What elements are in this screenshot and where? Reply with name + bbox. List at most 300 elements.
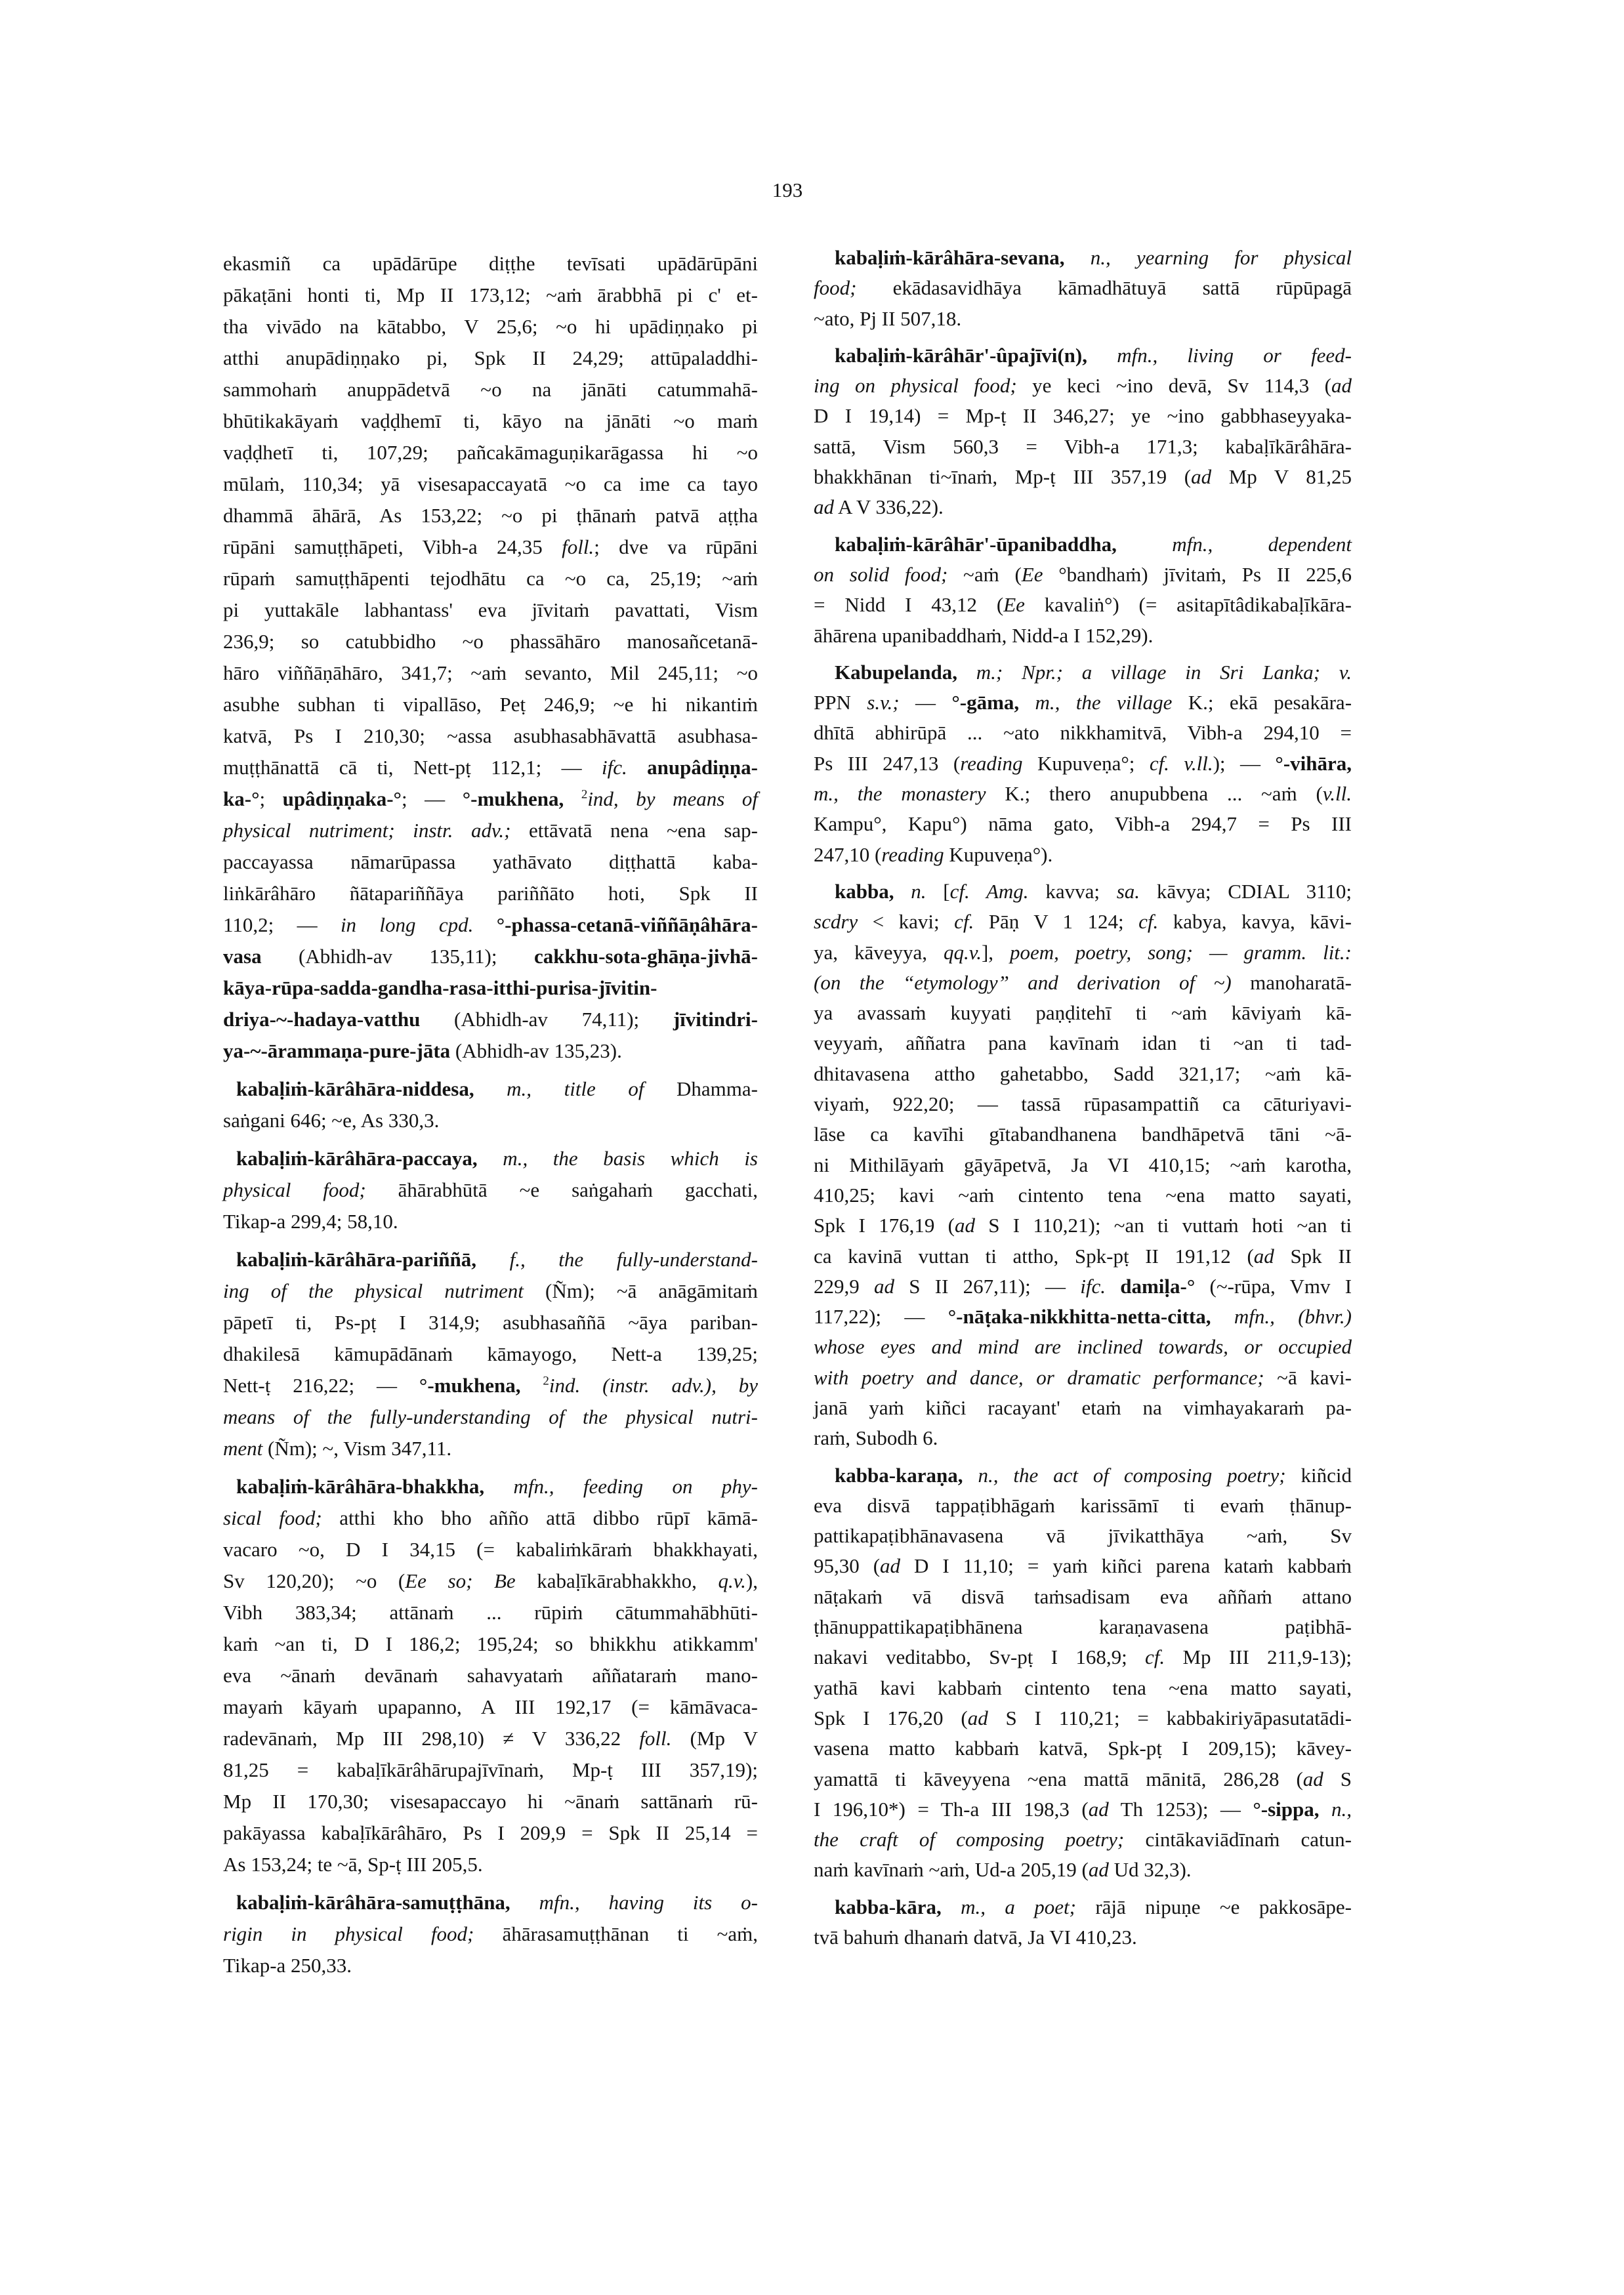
italic-gloss-text: ifc. bbox=[602, 756, 627, 779]
text-line bbox=[223, 815, 758, 846]
text-line bbox=[223, 1275, 758, 1307]
body-text: eva ~ānaṁ devānaṁ sahavyataṁ aññataraṁ mano- bbox=[223, 1664, 758, 1687]
body-text: S I 110,21; = kabbakiriyāpasutatādi- bbox=[988, 1706, 1352, 1729]
text-line bbox=[814, 779, 1352, 809]
body-text: S I 110,21); ~an ti vuttaṁ hoti ~an ti bbox=[975, 1214, 1352, 1237]
text-line bbox=[814, 560, 1352, 590]
body-text: ; bbox=[259, 787, 283, 810]
superscript-number: 2 bbox=[543, 1374, 549, 1388]
text-line bbox=[223, 311, 758, 342]
headword-text: °-nāṭaka-nikkhitta-netta-citta, bbox=[947, 1305, 1211, 1329]
italic-gloss-text: whose eyes and mind are inclined towards, or occupied bbox=[814, 1335, 1352, 1359]
italic-gloss-text: v.ll. bbox=[1322, 782, 1352, 806]
body-text: atthi anupādiṇṇako pi, Spk II 24,29; attūpaladdhi- bbox=[223, 346, 758, 369]
body-text: (~-rūpa, Vmv I bbox=[1195, 1274, 1352, 1298]
italic-gloss-text: ifc. bbox=[1080, 1274, 1106, 1298]
body-text: dhakilesā kāmupādānaṁ kāmayogo, Nett-a 139,25; bbox=[223, 1342, 758, 1365]
text-line bbox=[223, 531, 758, 563]
body-text: K.; thero anupubbena ... ~aṁ ( bbox=[986, 782, 1323, 806]
text-line bbox=[223, 1950, 758, 1981]
italic-gloss-text: food; bbox=[814, 276, 857, 300]
body-text: Spk I 176,20 ( bbox=[814, 1706, 968, 1729]
text-line bbox=[814, 529, 1352, 560]
body-text: nakavi veditabbo, Sv-pṭ I 168,9; bbox=[814, 1645, 1146, 1669]
italic-gloss-text: cf. bbox=[1145, 1645, 1165, 1669]
dictionary-entry bbox=[223, 1244, 758, 1464]
body-text: Spk I 176,19 ( bbox=[814, 1214, 955, 1237]
italic-gloss-text: cf. v.ll. bbox=[1149, 751, 1213, 775]
text-line bbox=[814, 1794, 1352, 1825]
body-text: āhārasamuṭṭhānan ti ~aṁ, bbox=[474, 1922, 758, 1945]
italic-gloss-text: ad bbox=[1191, 465, 1212, 489]
text-line bbox=[223, 1723, 758, 1754]
body-text: (Abhidh-av 135,23). bbox=[450, 1039, 622, 1062]
text-line bbox=[814, 1089, 1352, 1119]
text-line bbox=[814, 1733, 1352, 1764]
text-line bbox=[223, 594, 758, 626]
body-text: ekādasavidhāya kāmadhātuyā sattā rūpūpagā bbox=[856, 276, 1352, 300]
headword-text: upâdiṇṇaka-° bbox=[282, 787, 402, 810]
italic-gloss-text: (on the “etymology” and derivation of ~) bbox=[814, 970, 1232, 994]
text-line bbox=[223, 405, 758, 437]
body-text: āhārabhūtā ~e saṅgahaṁ gacchati, bbox=[365, 1178, 758, 1201]
body-text: ~ā kavi- bbox=[1264, 1365, 1352, 1389]
text-line bbox=[223, 1887, 758, 1918]
text-line bbox=[814, 688, 1352, 718]
body-text: = Nidd I 43,12 ( bbox=[814, 593, 1004, 617]
body-text: 229,9 bbox=[814, 1274, 875, 1298]
body-text: ye keci ~ino devā, Sv 114,3 ( bbox=[1016, 374, 1331, 398]
dictionary-entry bbox=[814, 243, 1352, 334]
italic-gloss-text: ind. (instr. adv.), by bbox=[549, 1374, 758, 1397]
body-text: cintākaviādīnaṁ catun- bbox=[1124, 1828, 1352, 1851]
text-line bbox=[814, 1150, 1352, 1180]
text-line bbox=[223, 626, 758, 657]
headword-text: °-phassa-cetanā-viññāṇâhāra- bbox=[496, 913, 758, 936]
italic-gloss-text: s.v.; bbox=[867, 691, 900, 714]
body-text: S II 267,11); — bbox=[894, 1274, 1081, 1298]
body-text: (Abhidh-av 74,11); bbox=[420, 1008, 673, 1031]
body-text: ); — bbox=[1213, 751, 1276, 775]
text-line bbox=[814, 432, 1352, 462]
text-line bbox=[814, 718, 1352, 748]
italic-gloss-text: on solid food; bbox=[814, 562, 948, 586]
italic-gloss-text: ad bbox=[1088, 1797, 1109, 1821]
body-text: Sv 120,20); ~o ( bbox=[223, 1569, 406, 1592]
text-line bbox=[814, 749, 1352, 779]
body-text: kavva; bbox=[1028, 879, 1117, 903]
body-text: mayaṁ kāyaṁ upapanno, A III 192,17 (= kāmāvaca- bbox=[223, 1695, 758, 1718]
text-line bbox=[223, 1401, 758, 1433]
body-text: Pāṇ V 1 124; bbox=[974, 910, 1139, 934]
text-line bbox=[223, 1073, 758, 1105]
italic-gloss-text: cf. bbox=[954, 910, 974, 934]
body-text: manoharatā- bbox=[1231, 970, 1352, 994]
dictionary-entry bbox=[814, 1892, 1352, 1953]
headword-text: kabaḷiṁ-kārâhāra-samuṭṭhāna, bbox=[236, 1891, 510, 1914]
body-text: kavaliṅ°) (= asitapītâdikabaḷīkāra- bbox=[1024, 593, 1352, 617]
body-text: D I 19,14) = Mp-ṭ II 346,27; ye ~ino gabbhaseyyaka- bbox=[814, 404, 1352, 428]
text-line bbox=[223, 941, 758, 972]
text-line bbox=[223, 1244, 758, 1275]
text-line bbox=[223, 248, 758, 279]
italic-gloss-text: ad bbox=[1088, 1858, 1109, 1882]
body-text: Mp V 81,25 bbox=[1211, 465, 1352, 489]
headword-text: kabaḷiṁ-kārâhāra-pariññā, bbox=[236, 1248, 477, 1271]
body-text: lāse ca kavīhi gītabandhanena bandhāpetvā tāni ~ā- bbox=[814, 1123, 1352, 1146]
body-text: ), bbox=[745, 1569, 758, 1592]
text-line bbox=[814, 938, 1352, 968]
italic-gloss-text: n., bbox=[1319, 1797, 1352, 1821]
body-text: yamattā ti kāveyyena ~ena mattā mānitā, 286,28 ( bbox=[814, 1767, 1303, 1790]
italic-gloss-text: in long cpd. bbox=[340, 913, 474, 936]
text-line bbox=[223, 1307, 758, 1338]
body-text: Tikap-a 250,33. bbox=[223, 1954, 352, 1977]
body-text: Mp III 211,9-13); bbox=[1165, 1645, 1352, 1669]
text-line bbox=[814, 877, 1352, 907]
body-text: kabaḷīkārabhakkho, bbox=[515, 1569, 718, 1592]
italic-gloss-text: cf. Amg. bbox=[949, 879, 1029, 903]
text-line bbox=[814, 341, 1352, 371]
body-text: kaṁ ~an ti, D I 186,2; 195,24; so bhikkhu atikkamm' bbox=[223, 1632, 758, 1655]
body-text: 247,10 ( bbox=[814, 842, 882, 866]
text-line bbox=[814, 304, 1352, 334]
body-text: ; — bbox=[401, 787, 463, 810]
body-text: paccayassa nāmarūpassa yathāvato diṭṭhattā kaba- bbox=[223, 850, 758, 873]
italic-gloss-text: ment bbox=[223, 1437, 263, 1460]
dictionary-entry bbox=[814, 341, 1352, 523]
body-text: ekasmiñ ca upādārūpe diṭṭhe tevīsati upādārūpāni bbox=[223, 252, 758, 275]
body-text: Ps III 247,13 ( bbox=[814, 751, 961, 775]
body-text: 117,22); — bbox=[814, 1305, 948, 1329]
headword-text: damiḷa-° bbox=[1120, 1274, 1196, 1298]
text-line bbox=[814, 371, 1352, 401]
headword-text: °-gāma, bbox=[951, 691, 1020, 714]
page-number: 193 bbox=[772, 178, 803, 201]
headword-text: °-mukhena, bbox=[419, 1374, 521, 1397]
text-line bbox=[814, 621, 1352, 651]
italic-gloss-text: with poetry and dance, or dramatic performance; bbox=[814, 1365, 1264, 1389]
italic-gloss-text: means of the fully-understanding of the physical nutri- bbox=[223, 1405, 758, 1428]
text-line bbox=[223, 1035, 758, 1067]
dictionary-entry bbox=[814, 1460, 1352, 1886]
text-line bbox=[223, 1502, 758, 1534]
body-text: sammohaṁ anuppādetvā ~o na jānāti catummahā- bbox=[223, 378, 758, 401]
headword-text: kabaḷiṁ-kārâhāra-sevana, bbox=[835, 246, 1065, 269]
body-text: liṅkārâhāro ñātapariññāya pariññāto hoti, Spk II bbox=[223, 882, 758, 905]
body-text: veyyaṁ, aññatra pana kavīnaṁ idan ti ~an ti tad- bbox=[814, 1031, 1352, 1055]
body-text: A V 336,22). bbox=[834, 495, 944, 519]
body-text: ṭhānuppattikapaṭibhānena karaṇavasena paṭibhā- bbox=[814, 1615, 1352, 1639]
text-line bbox=[814, 1393, 1352, 1423]
body-text: (Ñm); ~, Vism 347,11. bbox=[262, 1437, 452, 1460]
body-text: I 196,10*) = Th-a III 198,3 ( bbox=[814, 1797, 1089, 1821]
body-text: Th 1253); — bbox=[1108, 1797, 1253, 1821]
body-text: (Ñm); ~ā anāgāmitaṁ bbox=[523, 1279, 758, 1302]
dictionary-entry bbox=[814, 657, 1352, 870]
headword-text: kabaḷiṁ-kārâhāra-paccaya, bbox=[236, 1147, 478, 1170]
italic-gloss-text: ad bbox=[1253, 1244, 1274, 1268]
body-text: ca kavinā vuttan ti attho, Spk-pṭ II 191,12 ( bbox=[814, 1244, 1254, 1268]
body-text: mūlaṁ, 110,34; yā visesapaccayatā ~o ca ime ca tayo bbox=[223, 472, 758, 495]
body-text: vasena matto kabbaṁ katvā, Spk-pṭ I 209,15); kāvey- bbox=[814, 1737, 1352, 1760]
body-text bbox=[564, 787, 581, 810]
body-text bbox=[1106, 1275, 1120, 1298]
body-text: rūpāni samuṭṭhāpeti, Vibh-a 24,35 bbox=[223, 535, 562, 558]
text-line bbox=[814, 1703, 1352, 1733]
entry-continuation bbox=[223, 248, 758, 1067]
italic-gloss-text: physical food; bbox=[223, 1178, 366, 1201]
text-line bbox=[814, 1119, 1352, 1149]
dictionary-entry bbox=[223, 1143, 758, 1237]
body-text: ya, kāveyya, bbox=[814, 940, 944, 964]
text-line bbox=[814, 1272, 1352, 1302]
italic-gloss-text: foll. bbox=[562, 535, 594, 558]
text-line bbox=[814, 1521, 1352, 1551]
headword-text: °-mukhena, bbox=[462, 787, 564, 810]
headword-text: kabba-kāra, bbox=[835, 1895, 942, 1918]
body-text: °bandhaṁ) jīvitaṁ, Ps II 225,6 bbox=[1043, 562, 1352, 586]
italic-gloss-text: m., the village bbox=[1019, 691, 1173, 714]
body-text bbox=[473, 913, 496, 936]
text-line bbox=[223, 279, 758, 311]
text-line bbox=[814, 1922, 1352, 1953]
body-text: naṁ kavīnaṁ ~aṁ, Ud-a 205,19 ( bbox=[814, 1858, 1089, 1882]
body-text: pi yuttakāle labhantass' eva jīvitaṁ pavattati, Vism bbox=[223, 598, 758, 621]
text-line bbox=[814, 1582, 1352, 1612]
body-text: rūpaṁ samuṭṭhāpenti tejodhātu ca ~o ca, 25,19; ~aṁ bbox=[223, 567, 758, 590]
headword-text: kabba, bbox=[835, 879, 894, 903]
body-text: As 153,24; te ~ā, Sp-ṭ III 205,5. bbox=[223, 1853, 483, 1876]
body-text: Dhamma- bbox=[644, 1077, 758, 1100]
body-text: atthi kho bho añño attā dibbo rūpī kāmā- bbox=[322, 1506, 758, 1529]
body-text: 236,9; so catubbidho ~o phassāhāro manosañcetanā- bbox=[223, 630, 758, 653]
italic-gloss-text: mfn., living or feed- bbox=[1087, 343, 1352, 367]
body-text: ya avassaṁ kuyyati paṇḍitehī ti ~aṁ kāviyaṁ kā- bbox=[814, 1001, 1352, 1025]
italic-gloss-text: ad bbox=[814, 495, 834, 519]
italic-gloss-text: q.v. bbox=[718, 1569, 746, 1592]
italic-gloss-text: m.; Npr.; a village in Sri Lanka; v. bbox=[957, 660, 1352, 684]
body-text: rājā nipuṇe ~e pakkosāpe- bbox=[1075, 1895, 1352, 1918]
text-line bbox=[223, 1004, 758, 1035]
text-line bbox=[814, 657, 1352, 688]
text-line bbox=[814, 1180, 1352, 1210]
italic-gloss-text: foll. bbox=[639, 1727, 672, 1750]
italic-gloss-text: n., the act of composing poetry; bbox=[963, 1463, 1286, 1487]
body-text: āhārena upanibaddhaṁ, Nidd-a I 152,29). bbox=[814, 623, 1154, 647]
text-line bbox=[223, 563, 758, 594]
italic-gloss-text: ing of the physical nutriment bbox=[223, 1279, 524, 1302]
body-text: ; dve va rūpāni bbox=[594, 535, 759, 558]
dictionary-entry bbox=[223, 1471, 758, 1880]
italic-gloss-text: n., yearning for physical bbox=[1064, 246, 1352, 269]
body-text: radevānaṁ, Mp III 298,10) ≠ V 336,22 bbox=[223, 1727, 640, 1750]
italic-gloss-text: mfn., having its o- bbox=[510, 1891, 758, 1914]
body-text: ~aṁ ( bbox=[947, 562, 1022, 586]
body-text: 81,25 = kabaḷīkārâhārupajīvīnaṁ, Mp-ṭ III 357,19); bbox=[223, 1758, 758, 1781]
body-text: dhitavasena attho gahetabbo, Sadd 321,17; ~aṁ kā- bbox=[814, 1062, 1352, 1085]
text-line bbox=[223, 1433, 758, 1464]
italic-gloss-text: m., the basis which is bbox=[477, 1147, 758, 1170]
text-line bbox=[814, 1332, 1352, 1362]
headword-text: anupâdiṇṇa- bbox=[647, 756, 758, 779]
italic-gloss-text: poem, poetry, song; — gramm. lit.: bbox=[1010, 940, 1352, 964]
headword-text: driya-~-hadaya-vatthu bbox=[223, 1008, 421, 1031]
body-text: raṁ, Subodh 6. bbox=[814, 1426, 938, 1450]
body-text: kabya, kavya, kāvi- bbox=[1158, 910, 1352, 934]
body-text: K.; ekā pesakāra- bbox=[1172, 691, 1352, 714]
text-line bbox=[223, 972, 758, 1004]
italic-gloss-text: ad bbox=[1331, 374, 1352, 398]
text-line bbox=[223, 1206, 758, 1237]
text-line bbox=[223, 846, 758, 878]
text-line bbox=[223, 468, 758, 500]
body-text: Tikap-a 299,4; 58,10. bbox=[223, 1210, 398, 1233]
italic-gloss-text: reading bbox=[881, 842, 944, 866]
italic-gloss-text: ad bbox=[955, 1214, 975, 1237]
text-line bbox=[814, 968, 1352, 998]
left-column bbox=[223, 248, 758, 1981]
body-text: < kavi; bbox=[858, 910, 955, 934]
right-column bbox=[814, 236, 1352, 1953]
body-text: Kampu°, Kapu°) nāma gato, Vibh-a 294,7 = Ps III bbox=[814, 812, 1352, 836]
text-line bbox=[814, 1460, 1352, 1491]
italic-gloss-text: f., the fully-understand- bbox=[476, 1248, 758, 1271]
body-text: Kupuveṇa°; bbox=[1022, 751, 1150, 775]
text-line bbox=[814, 1612, 1352, 1642]
text-line bbox=[223, 752, 758, 783]
italic-gloss-text: ad bbox=[1302, 1767, 1323, 1790]
body-text: pakāyassa kabaḷīkārâhāro, Ps I 209,9 = Spk II 25,14 = bbox=[223, 1821, 758, 1844]
text-line bbox=[223, 1597, 758, 1628]
text-line bbox=[814, 1363, 1352, 1393]
text-line bbox=[223, 1565, 758, 1597]
text-line bbox=[223, 1628, 758, 1660]
text-line bbox=[223, 1786, 758, 1817]
body-text bbox=[627, 756, 647, 779]
body-text: nāṭakaṁ vā disvā taṁsadisam eva aññaṁ attano bbox=[814, 1584, 1352, 1608]
text-line bbox=[814, 1892, 1352, 1922]
superscript-number: 2 bbox=[581, 787, 588, 802]
text-line bbox=[814, 1825, 1352, 1855]
headword-text: ya-~-ārammaṇa-pure-jāta bbox=[223, 1039, 451, 1062]
italic-gloss-text: ing on physical food; bbox=[814, 374, 1017, 398]
headword-text: vasa bbox=[223, 945, 262, 968]
text-line bbox=[223, 500, 758, 531]
text-line bbox=[814, 462, 1352, 492]
text-line bbox=[814, 1210, 1352, 1241]
text-line bbox=[223, 1338, 758, 1370]
body-text: dhītā abhirūpā ... ~ato nikkhamitvā, Vibh-a 294,10 = bbox=[814, 721, 1352, 745]
body-text: tha vivādo na kātabbo, V 25,6; ~o hi upādiṇṇako pi bbox=[223, 315, 758, 338]
body-text: tvā bahuṁ dhanaṁ datvā, Ja VI 410,23. bbox=[814, 1926, 1137, 1949]
body-text: ni Mithilāyaṁ gāyāpetvā, Ja VI 410,15; ~aṁ karotha, bbox=[814, 1153, 1352, 1176]
text-line bbox=[814, 492, 1352, 522]
headword-text: Kabupelanda, bbox=[835, 660, 957, 684]
text-line bbox=[223, 1660, 758, 1691]
text-line bbox=[223, 1370, 758, 1401]
italic-gloss-text: Ee so; Be bbox=[405, 1569, 516, 1592]
italic-gloss-text: mfn., dependent bbox=[1116, 532, 1352, 556]
italic-gloss-text: cf. bbox=[1138, 910, 1159, 934]
italic-gloss-text: Ee bbox=[1021, 562, 1043, 586]
body-text: bhūtikakāyaṁ vaḍḍhemī ti, kāyo na jānāti ~o maṁ bbox=[223, 409, 758, 432]
body-text: 95,30 ( bbox=[814, 1554, 881, 1578]
italic-gloss-text: ad bbox=[967, 1706, 988, 1729]
dictionary-entry bbox=[223, 1073, 758, 1136]
text-line bbox=[814, 1028, 1352, 1058]
body-text: Mp II 170,30; visesapaccayo hi ~ānaṁ sattānaṁ rū- bbox=[223, 1790, 758, 1813]
body-text: pāpetī ti, Ps-pṭ I 314,9; asubhasaññā ~āya pariban- bbox=[223, 1311, 758, 1334]
body-text: bhakkhānan ti~īnaṁ, Mp-ṭ III 357,19 ( bbox=[814, 465, 1192, 489]
italic-gloss-text: m., a poet; bbox=[941, 1895, 1076, 1918]
text-line bbox=[223, 1918, 758, 1950]
body-text: dhammā āhārā, As 153,22; ~o pi ṭhānaṁ patvā aṭṭha bbox=[223, 504, 758, 527]
text-line bbox=[814, 998, 1352, 1028]
headword-text: kāya-rūpa-sadda-gandha-rasa-itthi-purisa-jīvitin- bbox=[223, 976, 657, 999]
italic-gloss-text: rigin in physical food; bbox=[223, 1922, 474, 1945]
italic-gloss-text: m., title of bbox=[474, 1077, 644, 1100]
body-text: — bbox=[899, 691, 952, 714]
text-line bbox=[223, 689, 758, 720]
body-text: pākaṭāni honti ti, Mp II 173,12; ~aṁ ārabbhā pi c' et- bbox=[223, 283, 758, 306]
text-line bbox=[223, 783, 758, 815]
body-text: 110,2; — bbox=[223, 913, 341, 936]
body-text: viyaṁ, 922,20; — tassā rūpasampattiñ ca cāturiyavi- bbox=[814, 1092, 1352, 1116]
headword-text: cakkhu-sota-ghāṇa-jivhā- bbox=[533, 945, 758, 968]
text-line bbox=[223, 909, 758, 941]
body-text: saṅgani 646; ~e, As 330,3. bbox=[223, 1109, 440, 1132]
italic-gloss-text: n. bbox=[894, 879, 927, 903]
italic-gloss-text: sical food; bbox=[223, 1506, 322, 1529]
body-text: kāvya; CDIAL 3110; bbox=[1140, 879, 1352, 903]
text-line bbox=[814, 1855, 1352, 1885]
text-line bbox=[223, 437, 758, 468]
italic-gloss-text: physical nutriment; instr. adv.; bbox=[223, 819, 511, 842]
text-line bbox=[223, 1471, 758, 1502]
headword-text: kabaḷiṁ-kārâhāra-bhakkha, bbox=[236, 1475, 485, 1498]
body-text: muṭṭhānattā cā ti, Nett-pṭ 112,1; — bbox=[223, 756, 602, 779]
text-line bbox=[814, 243, 1352, 273]
text-line bbox=[814, 1642, 1352, 1672]
body-text: (Mp V bbox=[671, 1727, 758, 1750]
headword-text: °-sippa, bbox=[1253, 1797, 1320, 1821]
text-line bbox=[223, 657, 758, 689]
text-line bbox=[223, 1754, 758, 1786]
text-line bbox=[223, 342, 758, 374]
text-line bbox=[814, 1551, 1352, 1581]
body-text: ettāvatā nena ~ena sap- bbox=[510, 819, 758, 842]
text-line bbox=[814, 809, 1352, 839]
text-line bbox=[223, 1534, 758, 1565]
headword-text: kabaḷiṁ-kārâhāra-niddesa, bbox=[236, 1077, 474, 1100]
text-line bbox=[814, 1491, 1352, 1521]
body-text: yathā kavi kabbaṁ cintento tena ~ena matto sayati, bbox=[814, 1676, 1352, 1699]
text-line bbox=[814, 1059, 1352, 1089]
body-text: vaḍḍhetī ti, 107,29; pañcakāmaguṇikarāgassa hi ~o bbox=[223, 441, 758, 464]
text-line bbox=[223, 878, 758, 909]
italic-gloss-text: ind, by means of bbox=[587, 787, 758, 810]
headword-text: kabaḷiṁ-kārâhār'-ūpanibaddha, bbox=[835, 532, 1117, 556]
text-line bbox=[223, 1691, 758, 1723]
headword-text: kabaḷiṁ-kārâhār'-ûpajīvi(n), bbox=[835, 343, 1087, 367]
italic-gloss-text: mfn., (bhvr.) bbox=[1211, 1305, 1352, 1329]
text-line bbox=[814, 401, 1352, 431]
text-line bbox=[814, 1302, 1352, 1332]
italic-gloss-text: reading bbox=[960, 751, 1023, 775]
body-text: Nett-ṭ 216,22; — bbox=[223, 1374, 419, 1397]
dictionary-entry bbox=[223, 1887, 758, 1981]
